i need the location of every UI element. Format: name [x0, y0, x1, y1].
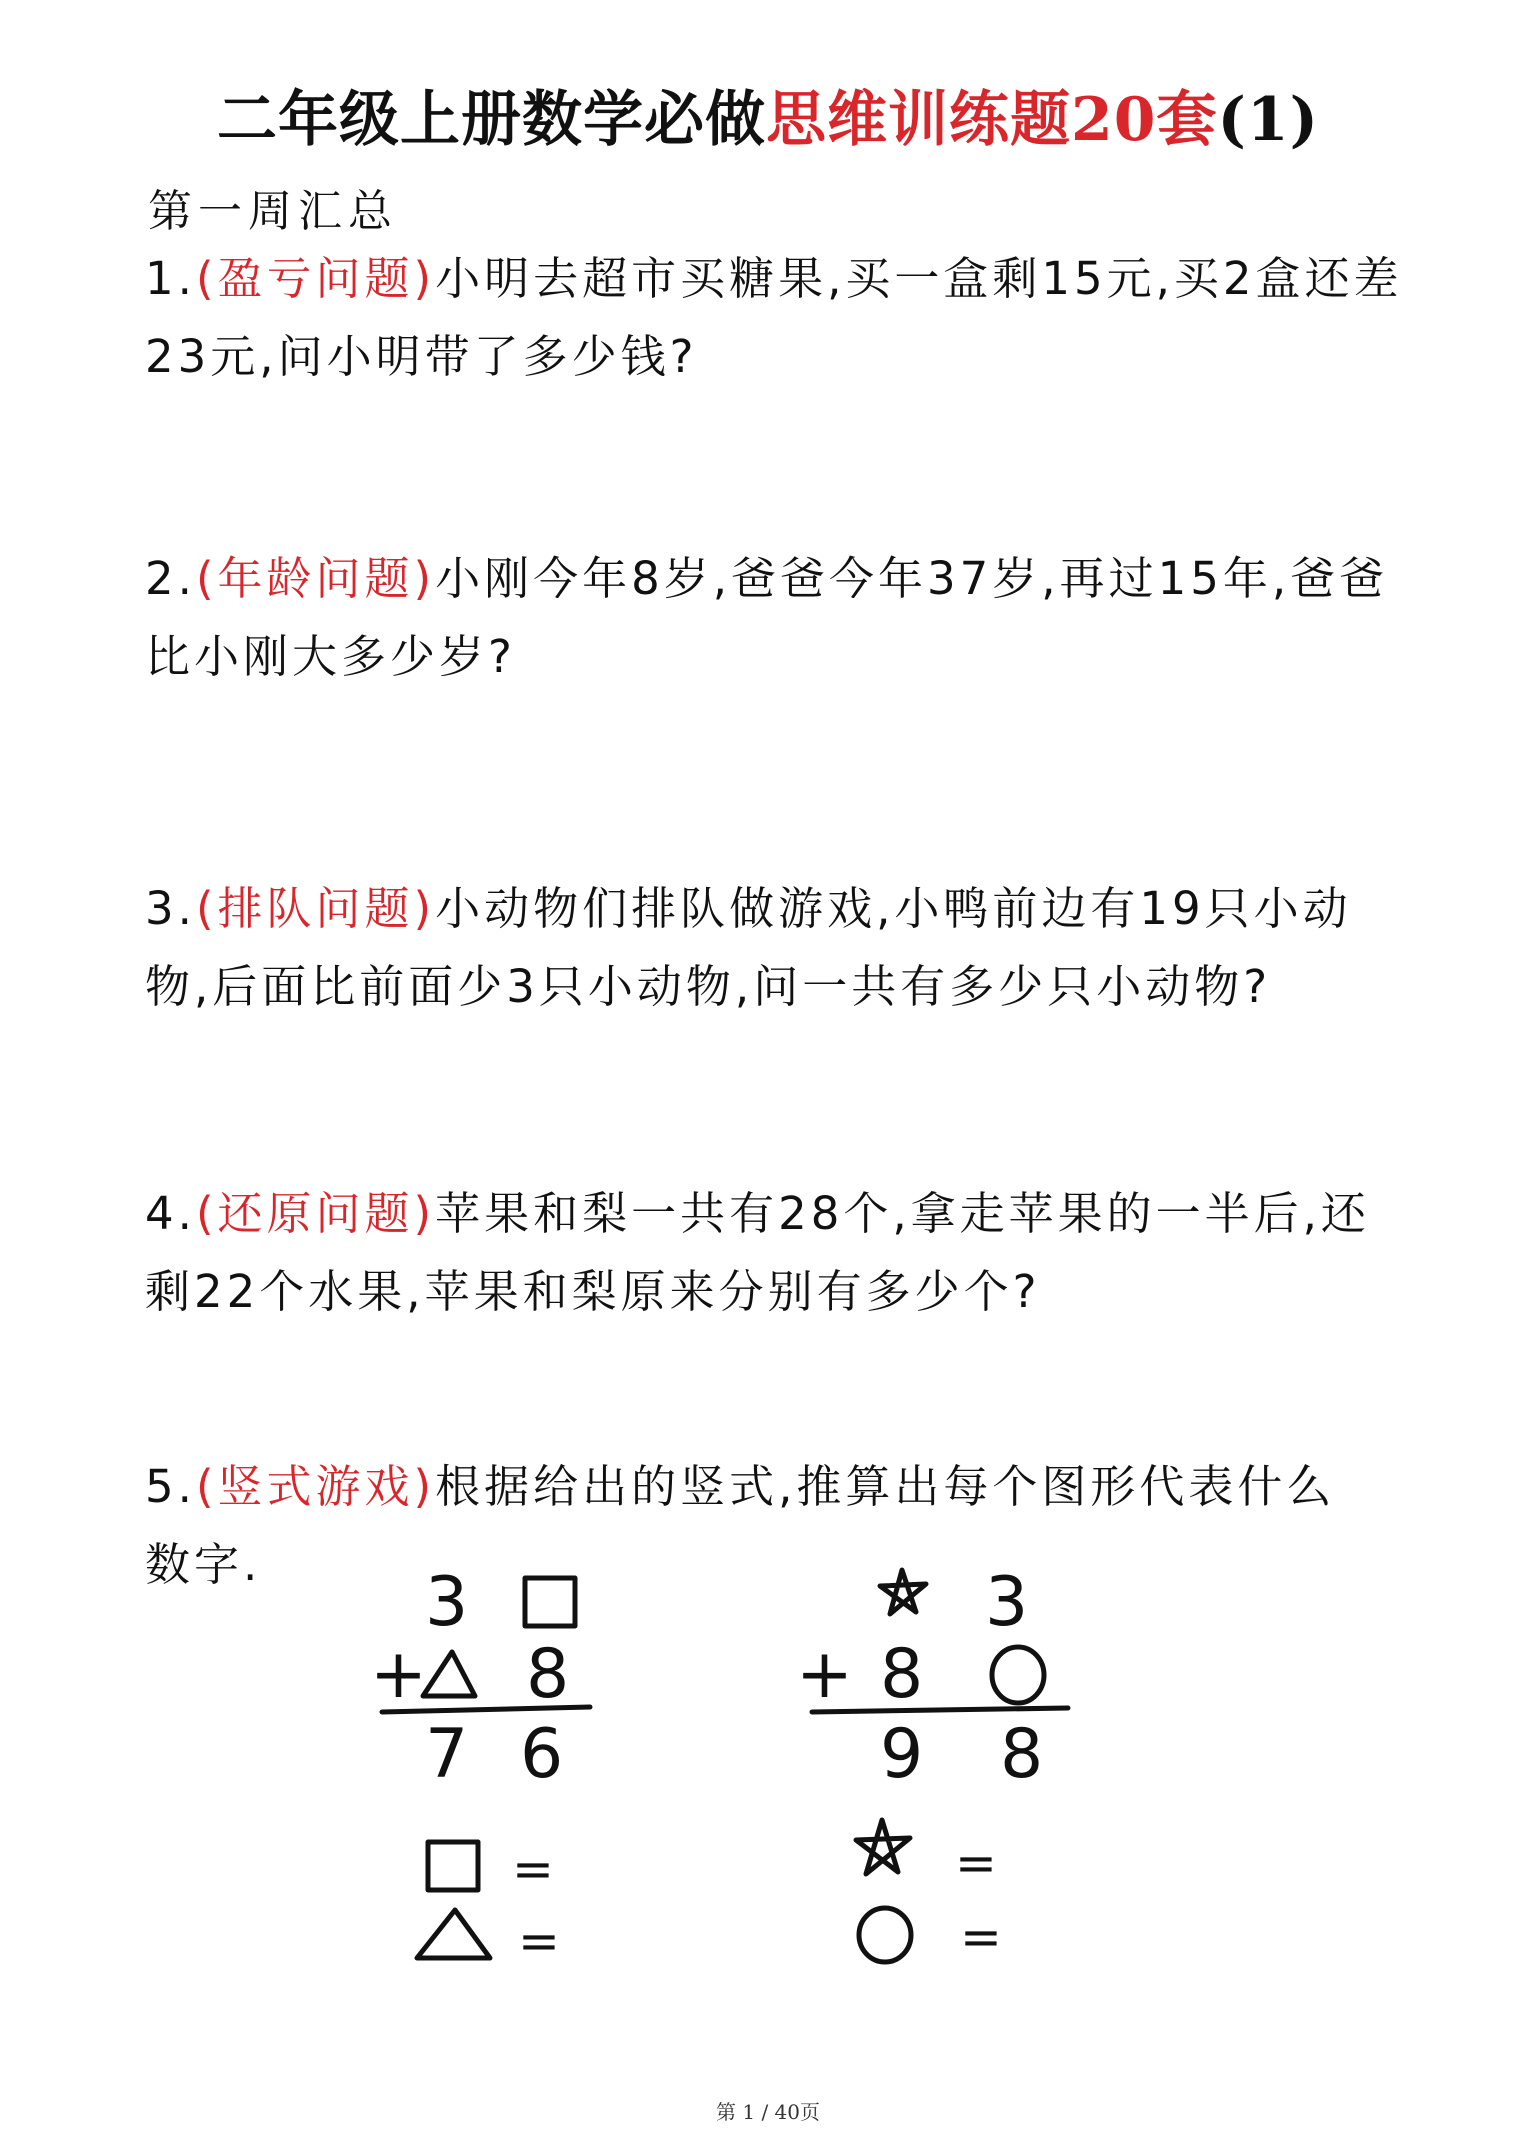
question-type-tag: (竖式游戏)	[195, 1460, 436, 1513]
question-4	[145, 1175, 1405, 1331]
puzzle-right-result-ones: 8	[1000, 1715, 1044, 1794]
puzzle-left-equals-2: =	[518, 1912, 560, 1970]
question-type-tag: (年龄问题)	[195, 552, 436, 605]
puzzle-left-equals-1: =	[512, 1840, 554, 1898]
question-number: 5.	[145, 1460, 196, 1513]
puzzle-left-plus: +	[370, 1635, 427, 1714]
page-number: 第 1 / 40页	[716, 2100, 820, 2124]
question-type-tag: (还原问题)	[195, 1187, 436, 1240]
triangle-icon	[417, 1910, 490, 1958]
question-text: 苹果和梨一共有28个,拿走苹果的一半后,还剩22个水果,苹果和梨原来分别有多少个?	[145, 1187, 1370, 1318]
title-part-2: 思维训练题20套	[765, 85, 1218, 155]
vertical-addition-puzzles	[0, 1540, 1536, 2020]
question-type-tag: (盈亏问题)	[195, 252, 436, 305]
puzzle-right-result-tens: 9	[880, 1715, 924, 1794]
question-type-tag: (排队问题)	[195, 882, 436, 935]
square-icon	[525, 1578, 575, 1626]
star-icon	[880, 1570, 926, 1614]
question-1	[145, 240, 1405, 396]
question-number: 4.	[145, 1187, 196, 1240]
puzzle-left-result-tens: 7	[425, 1715, 469, 1794]
circle-icon	[859, 1908, 911, 1962]
title-part-3: (1)	[1217, 85, 1320, 155]
question-number: 2.	[145, 552, 196, 605]
question-text: 小动物们排队做游戏,小鸭前边有19只小动物,后面比前面少3只小动物,问一共有多少只小动物?	[145, 882, 1352, 1013]
circle-icon	[992, 1647, 1044, 1703]
puzzle-left-digit-top: 3	[425, 1563, 469, 1642]
puzzle-left-result-ones: 6	[520, 1715, 564, 1794]
title-part-1: 二年级上册数学必做	[216, 85, 766, 155]
triangle-icon	[423, 1652, 475, 1696]
question-text: 小明去超市买糖果,买一盒剩15元,买2盒还差23元,问小明带了多少钱?	[145, 252, 1403, 383]
page-title	[0, 72, 1536, 158]
puzzle-right-digit-bottom: 8	[880, 1635, 924, 1714]
question-number: 3.	[145, 882, 196, 935]
puzzle-right-digit-top: 3	[985, 1563, 1029, 1642]
section-heading: 第一周汇总	[148, 186, 398, 237]
question-3	[145, 870, 1405, 1026]
square-icon	[428, 1842, 478, 1890]
puzzle-right-equals-1: =	[955, 1834, 997, 1892]
star-icon	[856, 1820, 910, 1874]
puzzle-right-equals-2: =	[960, 1908, 1002, 1966]
question-text: 小刚今年8岁,爸爸今年37岁,再过15年,爸爸比小刚大多少岁?	[145, 552, 1389, 683]
question-text: 根据给出的竖式,推算出每个图形代表什么数字.	[145, 1460, 1336, 1591]
puzzle-left-digit-bottom: 8	[526, 1635, 570, 1714]
puzzle-right-plus: +	[796, 1635, 853, 1714]
question-number: 1.	[145, 252, 196, 305]
question-2	[145, 540, 1405, 696]
